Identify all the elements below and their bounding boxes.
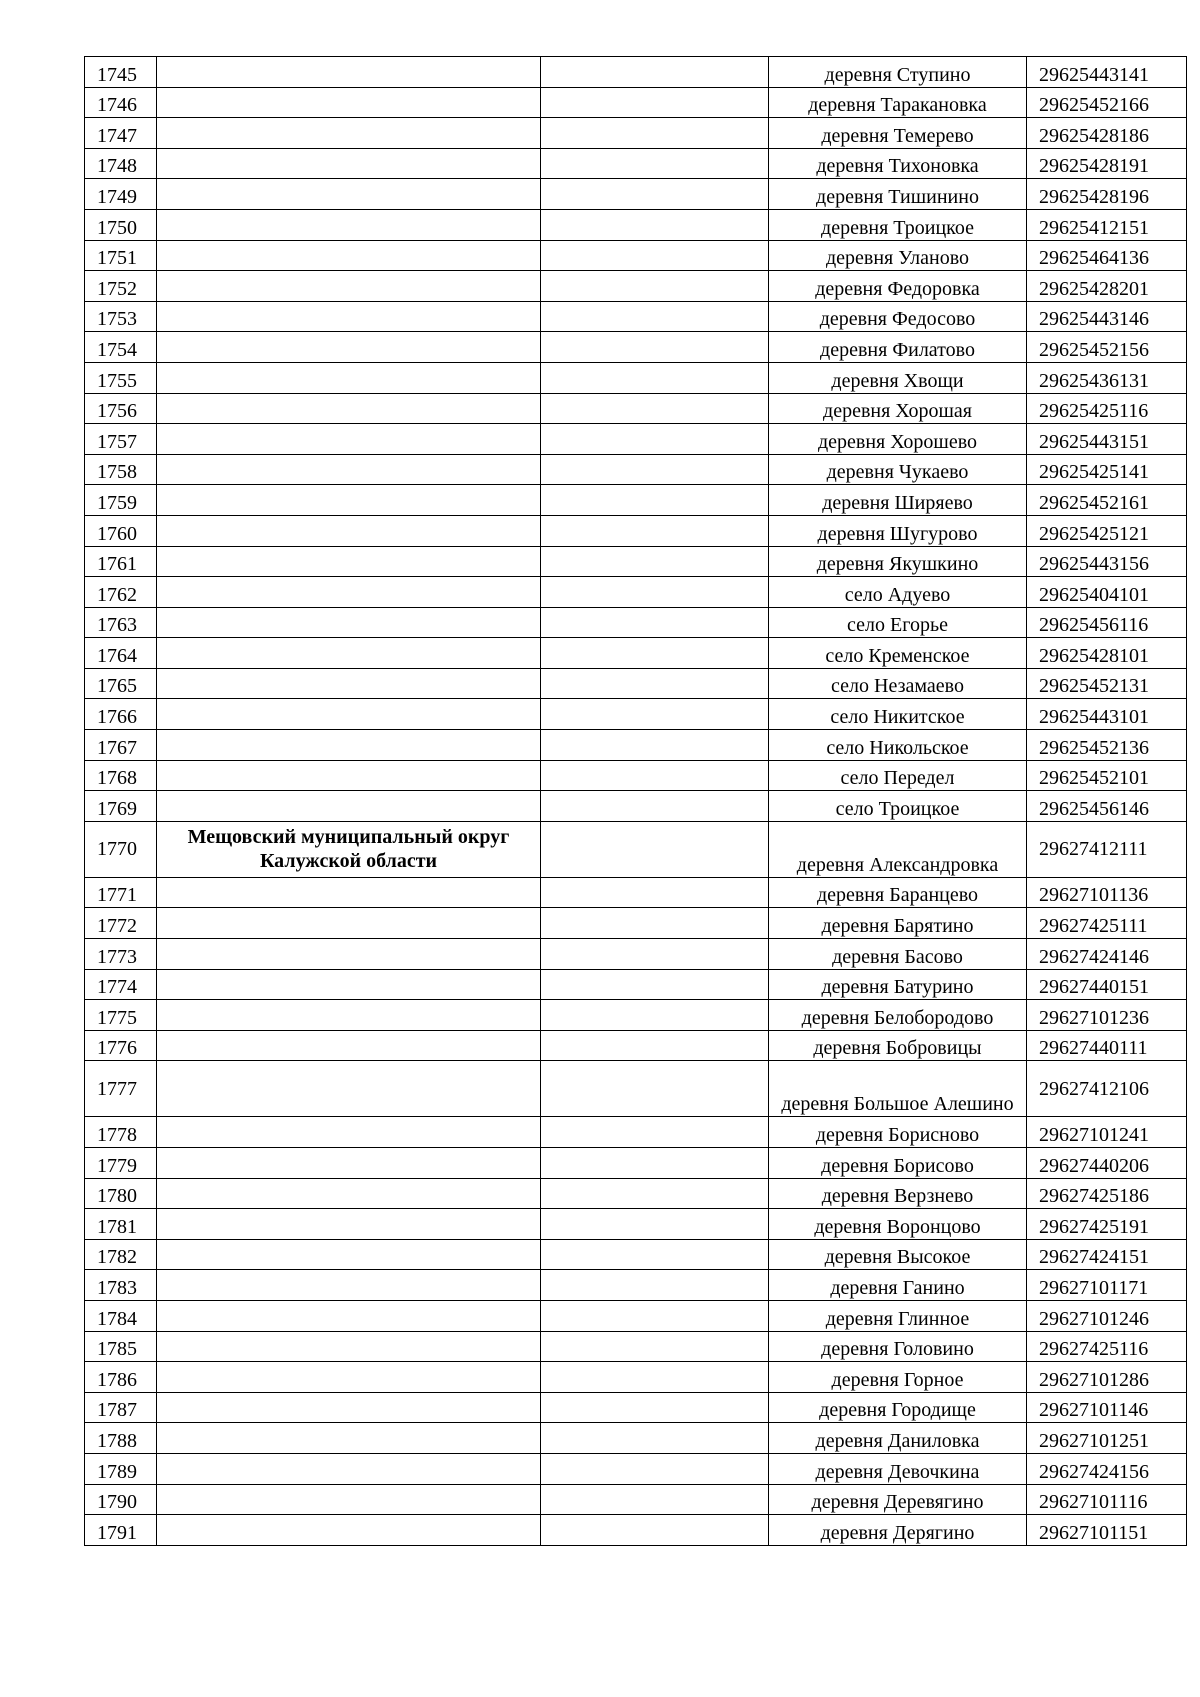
table-row — [85, 668, 1187, 699]
district-cell — [157, 271, 541, 302]
settlement-name-cell: деревня Филатово — [769, 332, 1027, 363]
table-row — [85, 301, 1187, 332]
table-row — [85, 969, 1187, 1000]
district-cell — [157, 1178, 541, 1209]
row-number-cell: 1755 — [85, 362, 157, 393]
empty-cell — [541, 1423, 769, 1454]
table-row — [85, 209, 1187, 240]
table-row — [85, 1484, 1187, 1515]
district-cell — [157, 87, 541, 118]
settlement-name-cell: село Егорье — [769, 607, 1027, 638]
oktmo-code-cell: 29625452131 — [1027, 668, 1187, 699]
row-number-cell: 1781 — [85, 1209, 157, 1240]
settlement-name-cell: деревня Басово — [769, 939, 1027, 970]
empty-cell — [541, 821, 769, 877]
settlement-name-cell: деревня Тишинино — [769, 179, 1027, 210]
table-row — [85, 1148, 1187, 1179]
oktmo-code-cell: 29625425121 — [1027, 515, 1187, 546]
settlement-name-cell: деревня Деревягино — [769, 1484, 1027, 1515]
empty-cell — [541, 424, 769, 455]
district-cell — [157, 546, 541, 577]
settlement-name-cell: деревня Хорошая — [769, 393, 1027, 424]
oktmo-code-cell: 29627101151 — [1027, 1515, 1187, 1546]
empty-cell — [541, 87, 769, 118]
oktmo-code-cell: 29625464136 — [1027, 240, 1187, 271]
empty-cell — [541, 240, 769, 271]
row-number-cell: 1747 — [85, 118, 157, 149]
district-cell — [157, 393, 541, 424]
empty-cell — [541, 877, 769, 908]
row-number-cell: 1782 — [85, 1239, 157, 1270]
oktmo-code-cell: 29627425191 — [1027, 1209, 1187, 1240]
empty-cell — [541, 148, 769, 179]
oktmo-code-cell: 29625443141 — [1027, 57, 1187, 88]
district-cell — [157, 118, 541, 149]
empty-cell — [541, 969, 769, 1000]
settlement-name-cell: деревня Федосово — [769, 301, 1027, 332]
settlement-name-cell: деревня Белобородово — [769, 1000, 1027, 1031]
settlement-name-cell: деревня Хвощи — [769, 362, 1027, 393]
district-cell — [157, 668, 541, 699]
empty-cell — [541, 1453, 769, 1484]
oktmo-code-cell: 29625443101 — [1027, 699, 1187, 730]
oktmo-code-cell: 29625428186 — [1027, 118, 1187, 149]
oktmo-code-cell: 29627101136 — [1027, 877, 1187, 908]
row-number-cell: 1750 — [85, 209, 157, 240]
settlement-name-cell: деревня Хорошево — [769, 424, 1027, 455]
empty-cell — [541, 1117, 769, 1148]
empty-cell — [541, 730, 769, 761]
row-number-cell: 1769 — [85, 791, 157, 822]
district-cell — [157, 1209, 541, 1240]
district-cell — [157, 1270, 541, 1301]
oktmo-code-cell: 29625443156 — [1027, 546, 1187, 577]
district-cell — [157, 1453, 541, 1484]
oktmo-code-cell: 29625443146 — [1027, 301, 1187, 332]
table-row — [85, 760, 1187, 791]
district-cell — [157, 577, 541, 608]
oktmo-code-cell: 29625428191 — [1027, 148, 1187, 179]
oktmo-code-cell: 29625436131 — [1027, 362, 1187, 393]
row-number-cell: 1751 — [85, 240, 157, 271]
table-row — [85, 118, 1187, 149]
table-row — [85, 577, 1187, 608]
table-row — [85, 424, 1187, 455]
table-row — [85, 393, 1187, 424]
empty-cell — [541, 485, 769, 516]
settlement-name-cell: деревня Даниловка — [769, 1423, 1027, 1454]
table-row — [85, 332, 1187, 363]
empty-cell — [541, 699, 769, 730]
table-row — [85, 791, 1187, 822]
table-row — [85, 362, 1187, 393]
empty-cell — [541, 1148, 769, 1179]
row-number-cell: 1773 — [85, 939, 157, 970]
settlement-name-cell: деревня Уланово — [769, 240, 1027, 271]
settlement-name-cell: деревня Ганино — [769, 1270, 1027, 1301]
oktmo-code-cell: 29625443151 — [1027, 424, 1187, 455]
settlement-name-cell: село Передел — [769, 760, 1027, 791]
table-row — [85, 730, 1187, 761]
district-cell — [157, 939, 541, 970]
table-row — [85, 454, 1187, 485]
settlement-name-cell: деревня Барятино — [769, 908, 1027, 939]
oktmo-code-cell: 29625452161 — [1027, 485, 1187, 516]
settlement-name-cell: село Адуево — [769, 577, 1027, 608]
settlement-name-cell: деревня Ступино — [769, 57, 1027, 88]
row-number-cell: 1746 — [85, 87, 157, 118]
row-number-cell: 1783 — [85, 1270, 157, 1301]
oktmo-code-cell: 29627101171 — [1027, 1270, 1187, 1301]
table-row — [85, 87, 1187, 118]
district-cell — [157, 1331, 541, 1362]
table-row — [85, 607, 1187, 638]
district-cell — [157, 424, 541, 455]
empty-cell — [541, 1392, 769, 1423]
oktmo-code-cell: 29627412111 — [1027, 821, 1187, 877]
district-cell — [157, 969, 541, 1000]
row-number-cell: 1767 — [85, 730, 157, 761]
settlement-name-cell: село Никитское — [769, 699, 1027, 730]
district-cell — [157, 1061, 541, 1117]
row-number-cell: 1786 — [85, 1362, 157, 1393]
district-cell — [157, 638, 541, 669]
oktmo-code-cell: 29625452166 — [1027, 87, 1187, 118]
empty-cell — [541, 546, 769, 577]
row-number-cell: 1766 — [85, 699, 157, 730]
row-number-cell: 1761 — [85, 546, 157, 577]
empty-cell — [541, 393, 769, 424]
row-number-cell: 1791 — [85, 1515, 157, 1546]
oktmo-code-cell: 29627440111 — [1027, 1030, 1187, 1061]
district-cell — [157, 179, 541, 210]
oktmo-code-cell: 29627440151 — [1027, 969, 1187, 1000]
empty-cell — [541, 57, 769, 88]
oktmo-code-cell: 29627101241 — [1027, 1117, 1187, 1148]
row-number-cell: 1787 — [85, 1392, 157, 1423]
table-row — [85, 515, 1187, 546]
row-number-cell: 1764 — [85, 638, 157, 669]
table-row — [85, 1453, 1187, 1484]
empty-cell — [541, 1030, 769, 1061]
empty-cell — [541, 1061, 769, 1117]
oktmo-code-cell: 29627425116 — [1027, 1331, 1187, 1362]
oktmo-code-cell: 29627101236 — [1027, 1000, 1187, 1031]
oktmo-code-cell: 29627425186 — [1027, 1178, 1187, 1209]
row-number-cell: 1753 — [85, 301, 157, 332]
empty-cell — [541, 179, 769, 210]
table-row — [85, 1178, 1187, 1209]
table-row — [85, 179, 1187, 210]
settlement-name-cell: деревня Темерево — [769, 118, 1027, 149]
district-cell — [157, 362, 541, 393]
row-number-cell: 1762 — [85, 577, 157, 608]
oktmo-code-cell: 29625452136 — [1027, 730, 1187, 761]
empty-cell — [541, 638, 769, 669]
row-number-cell: 1776 — [85, 1030, 157, 1061]
district-cell — [157, 1392, 541, 1423]
table-row — [85, 638, 1187, 669]
district-cell — [157, 607, 541, 638]
district-cell — [157, 1117, 541, 1148]
row-number-cell: 1790 — [85, 1484, 157, 1515]
district-cell — [157, 877, 541, 908]
oktmo-code-cell: 29627101146 — [1027, 1392, 1187, 1423]
settlement-name-cell: деревня Баранцево — [769, 877, 1027, 908]
oktmo-code-cell: 29627101286 — [1027, 1362, 1187, 1393]
district-cell — [157, 515, 541, 546]
table-row — [85, 240, 1187, 271]
settlement-name-cell: деревня Батурино — [769, 969, 1027, 1000]
oktmo-code-cell: 29627101251 — [1027, 1423, 1187, 1454]
row-number-cell: 1774 — [85, 969, 157, 1000]
empty-cell — [541, 362, 769, 393]
settlement-name-cell: деревня Дерягино — [769, 1515, 1027, 1546]
table-row — [85, 1362, 1187, 1393]
row-number-cell: 1745 — [85, 57, 157, 88]
oktmo-code-cell: 29625456116 — [1027, 607, 1187, 638]
district-cell — [157, 1362, 541, 1393]
table-row — [85, 1515, 1187, 1546]
settlement-name-cell: деревня Бобровицы — [769, 1030, 1027, 1061]
table-row — [85, 1061, 1187, 1117]
table-row — [85, 485, 1187, 516]
settlement-name-cell: село Незамаево — [769, 668, 1027, 699]
row-number-cell: 1763 — [85, 607, 157, 638]
row-number-cell: 1772 — [85, 908, 157, 939]
row-number-cell: 1785 — [85, 1331, 157, 1362]
settlement-name-cell: деревня Якушкино — [769, 546, 1027, 577]
empty-cell — [541, 271, 769, 302]
settlement-name-cell: деревня Таракановка — [769, 87, 1027, 118]
district-cell — [157, 332, 541, 363]
table-row — [85, 57, 1187, 88]
empty-cell — [541, 791, 769, 822]
empty-cell — [541, 760, 769, 791]
settlement-name-cell: деревня Тихоновка — [769, 148, 1027, 179]
row-number-cell: 1759 — [85, 485, 157, 516]
district-cell — [157, 1030, 541, 1061]
district-cell: Мещовский муниципальный округ Калужской области — [157, 821, 541, 877]
oktmo-code-cell: 29627101246 — [1027, 1300, 1187, 1331]
oktmo-code-cell: 29627424156 — [1027, 1453, 1187, 1484]
row-number-cell: 1756 — [85, 393, 157, 424]
row-number-cell: 1760 — [85, 515, 157, 546]
empty-cell — [541, 1178, 769, 1209]
row-number-cell: 1749 — [85, 179, 157, 210]
oktmo-code-cell: 29625412151 — [1027, 209, 1187, 240]
table-row — [85, 1331, 1187, 1362]
row-number-cell: 1757 — [85, 424, 157, 455]
empty-cell — [541, 668, 769, 699]
table-row — [85, 877, 1187, 908]
district-cell — [157, 240, 541, 271]
district-cell — [157, 1484, 541, 1515]
table-row — [85, 1239, 1187, 1270]
table-row — [85, 148, 1187, 179]
row-number-cell: 1748 — [85, 148, 157, 179]
table-row — [85, 1392, 1187, 1423]
settlement-name-cell: деревня Большое Алешино — [769, 1061, 1027, 1117]
row-number-cell: 1770 — [85, 821, 157, 877]
table-row — [85, 939, 1187, 970]
empty-cell — [541, 1239, 769, 1270]
empty-cell — [541, 332, 769, 363]
empty-cell — [541, 939, 769, 970]
district-cell — [157, 1148, 541, 1179]
district-cell — [157, 908, 541, 939]
settlement-name-cell: деревня Девочкина — [769, 1453, 1027, 1484]
table-row — [85, 821, 1187, 877]
empty-cell — [541, 1209, 769, 1240]
empty-cell — [541, 515, 769, 546]
row-number-cell: 1789 — [85, 1453, 157, 1484]
settlement-name-cell: деревня Шугурово — [769, 515, 1027, 546]
settlement-name-cell: деревня Ширяево — [769, 485, 1027, 516]
settlement-name-cell: деревня Александровка — [769, 821, 1027, 877]
row-number-cell: 1779 — [85, 1148, 157, 1179]
table-row — [85, 271, 1187, 302]
table-body — [85, 57, 1187, 1546]
district-cell — [157, 57, 541, 88]
row-number-cell: 1765 — [85, 668, 157, 699]
empty-cell — [541, 607, 769, 638]
settlement-name-cell: деревня Горное — [769, 1362, 1027, 1393]
table-row — [85, 1300, 1187, 1331]
oktmo-code-cell: 29627424146 — [1027, 939, 1187, 970]
row-number-cell: 1778 — [85, 1117, 157, 1148]
district-cell — [157, 148, 541, 179]
settlement-name-cell: деревня Городище — [769, 1392, 1027, 1423]
table-row — [85, 1000, 1187, 1031]
settlement-name-cell: деревня Борисово — [769, 1148, 1027, 1179]
table-row — [85, 1117, 1187, 1148]
district-cell — [157, 485, 541, 516]
empty-cell — [541, 1331, 769, 1362]
oktmo-code-cell: 29627424151 — [1027, 1239, 1187, 1270]
district-cell — [157, 1423, 541, 1454]
empty-cell — [541, 1362, 769, 1393]
empty-cell — [541, 454, 769, 485]
oktmo-code-cell: 29625452101 — [1027, 760, 1187, 791]
settlement-name-cell: деревня Головино — [769, 1331, 1027, 1362]
oktmo-code-cell: 29625456146 — [1027, 791, 1187, 822]
empty-cell — [541, 209, 769, 240]
district-cell — [157, 730, 541, 761]
empty-cell — [541, 1270, 769, 1301]
row-number-cell: 1775 — [85, 1000, 157, 1031]
row-number-cell: 1758 — [85, 454, 157, 485]
oktmo-code-cell: 29627425111 — [1027, 908, 1187, 939]
settlement-name-cell: деревня Верзнево — [769, 1178, 1027, 1209]
table-row — [85, 699, 1187, 730]
settlement-name-cell: деревня Борисново — [769, 1117, 1027, 1148]
empty-cell — [541, 577, 769, 608]
empty-cell — [541, 1515, 769, 1546]
settlement-name-cell: деревня Троицкое — [769, 209, 1027, 240]
settlement-name-cell: деревня Воронцово — [769, 1209, 1027, 1240]
oktmo-code-cell: 29625452156 — [1027, 332, 1187, 363]
district-cell — [157, 301, 541, 332]
row-number-cell: 1752 — [85, 271, 157, 302]
district-cell — [157, 760, 541, 791]
oktmo-code-cell: 29625404101 — [1027, 577, 1187, 608]
row-number-cell: 1771 — [85, 877, 157, 908]
settlement-name-cell: деревня Чукаево — [769, 454, 1027, 485]
district-cell — [157, 1000, 541, 1031]
empty-cell — [541, 908, 769, 939]
oktmo-code-cell: 29625425141 — [1027, 454, 1187, 485]
district-cell — [157, 454, 541, 485]
table-row — [85, 908, 1187, 939]
empty-cell — [541, 1300, 769, 1331]
oktmo-code-cell: 29627412106 — [1027, 1061, 1187, 1117]
settlement-name-cell: село Никольское — [769, 730, 1027, 761]
table-row — [85, 1209, 1187, 1240]
empty-cell — [541, 1484, 769, 1515]
oktmo-code-cell: 29625425116 — [1027, 393, 1187, 424]
row-number-cell: 1768 — [85, 760, 157, 791]
settlements-table — [84, 56, 1187, 1546]
row-number-cell: 1784 — [85, 1300, 157, 1331]
row-number-cell: 1754 — [85, 332, 157, 363]
oktmo-code-cell: 29625428101 — [1027, 638, 1187, 669]
table-row — [85, 1030, 1187, 1061]
row-number-cell: 1780 — [85, 1178, 157, 1209]
table-row — [85, 1270, 1187, 1301]
settlement-name-cell: село Троицкое — [769, 791, 1027, 822]
empty-cell — [541, 1000, 769, 1031]
settlement-name-cell: деревня Высокое — [769, 1239, 1027, 1270]
empty-cell — [541, 301, 769, 332]
district-cell — [157, 1300, 541, 1331]
row-number-cell: 1788 — [85, 1423, 157, 1454]
oktmo-code-cell: 29625428196 — [1027, 179, 1187, 210]
empty-cell — [541, 118, 769, 149]
oktmo-code-cell: 29627101116 — [1027, 1484, 1187, 1515]
table-row — [85, 546, 1187, 577]
district-cell — [157, 1239, 541, 1270]
oktmo-code-cell: 29627440206 — [1027, 1148, 1187, 1179]
settlement-name-cell: деревня Федоровка — [769, 271, 1027, 302]
settlement-name-cell: деревня Глинное — [769, 1300, 1027, 1331]
district-cell — [157, 791, 541, 822]
district-cell — [157, 699, 541, 730]
settlement-name-cell: село Кременское — [769, 638, 1027, 669]
row-number-cell: 1777 — [85, 1061, 157, 1117]
district-cell — [157, 209, 541, 240]
oktmo-code-cell: 29625428201 — [1027, 271, 1187, 302]
district-cell — [157, 1515, 541, 1546]
table-row — [85, 1423, 1187, 1454]
